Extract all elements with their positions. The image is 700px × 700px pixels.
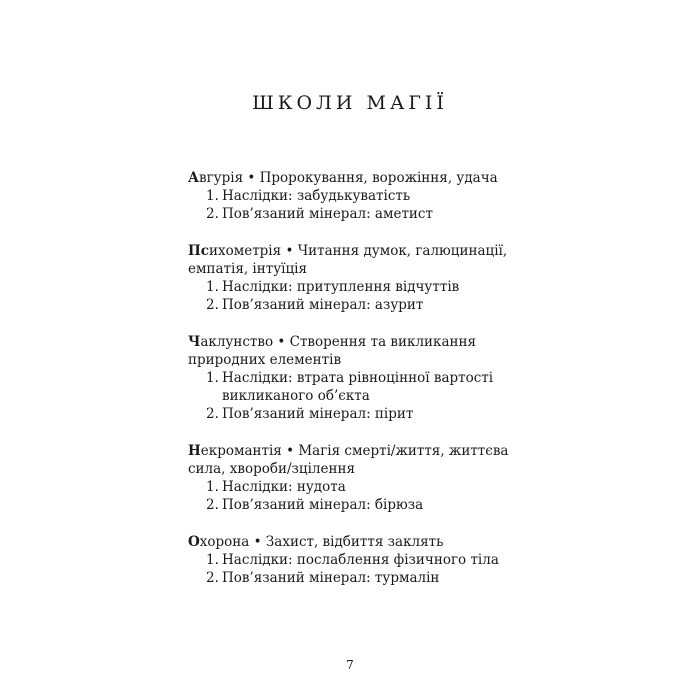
- item-number: 1.: [206, 552, 219, 568]
- item-text: Наслідки: забудькуватість: [222, 188, 411, 204]
- school-description: • Магія смерті/життя, життєва сила, хвороби/зцілення: [188, 443, 509, 477]
- list-item: [188, 205, 518, 223]
- page-number: 7: [346, 658, 354, 672]
- item-number: 2.: [206, 297, 219, 313]
- list-item: [188, 551, 518, 569]
- page-title: ШКОЛИ МАГІЇ: [252, 92, 448, 114]
- list-item: [188, 496, 518, 514]
- magic-schools-list: [188, 169, 518, 606]
- item-text: Наслідки: нудота: [222, 479, 346, 495]
- school-heading: [188, 442, 518, 478]
- item-text: Пов’язаний мінерал: турмалін: [222, 570, 440, 586]
- list-item: [188, 296, 518, 314]
- school-initial: Пс: [188, 243, 209, 259]
- item-text: Наслідки: послаблення фізичного тіла: [222, 552, 499, 568]
- school-entry-augury: [188, 169, 518, 223]
- school-initial: А: [188, 170, 199, 186]
- school-heading: [188, 533, 518, 551]
- list-item: [188, 278, 518, 296]
- item-number: 1.: [206, 188, 219, 204]
- list-item: [188, 405, 518, 423]
- item-text: Пов’язаний мінерал: пірит: [222, 406, 414, 422]
- school-initial: Н: [188, 443, 201, 459]
- item-text: Наслідки: втрата рівноцінної вартості викликаного об’єкта: [222, 370, 494, 404]
- school-description: • Захист, відбиття заклять: [249, 534, 444, 550]
- item-number: 1.: [206, 279, 219, 295]
- school-heading: [188, 242, 518, 278]
- school-description: • Читання думок, галюцинації, емпатія, інтуїція: [188, 243, 508, 277]
- school-description: • Створення та викликання природних елементів: [188, 334, 477, 368]
- school-name: ихометрія: [208, 243, 282, 259]
- school-heading: [188, 333, 518, 369]
- item-number: 2.: [206, 497, 219, 513]
- school-name: хорона: [199, 534, 250, 550]
- school-initial: Ч: [188, 334, 201, 350]
- school-entry-protection: [188, 533, 518, 587]
- school-entry-sorcery: [188, 333, 518, 423]
- school-entry-necromancy: [188, 442, 518, 514]
- list-item: [188, 369, 518, 405]
- item-number: 2.: [206, 406, 219, 422]
- item-text: Пов’язаний мінерал: азурит: [222, 297, 424, 313]
- item-text: Пов’язаний мінерал: аметист: [222, 206, 433, 222]
- list-item: [188, 569, 518, 587]
- item-text: Пов’язаний мінерал: бірюза: [222, 497, 424, 513]
- school-initial: О: [188, 534, 200, 550]
- school-description: • Пророкування, ворожіння, удача: [243, 170, 498, 186]
- item-text: Наслідки: притуплення відчуттів: [222, 279, 460, 295]
- school-entry-psychometry: [188, 242, 518, 314]
- item-number: 2.: [206, 206, 219, 222]
- school-name: вгурія: [199, 170, 244, 186]
- list-item: [188, 478, 518, 496]
- item-number: 2.: [206, 570, 219, 586]
- list-item: [188, 187, 518, 205]
- school-heading: [188, 169, 518, 187]
- item-number: 1.: [206, 370, 219, 386]
- school-name: аклунство: [200, 334, 274, 350]
- school-name: екромантія: [200, 443, 282, 459]
- item-number: 1.: [206, 479, 219, 495]
